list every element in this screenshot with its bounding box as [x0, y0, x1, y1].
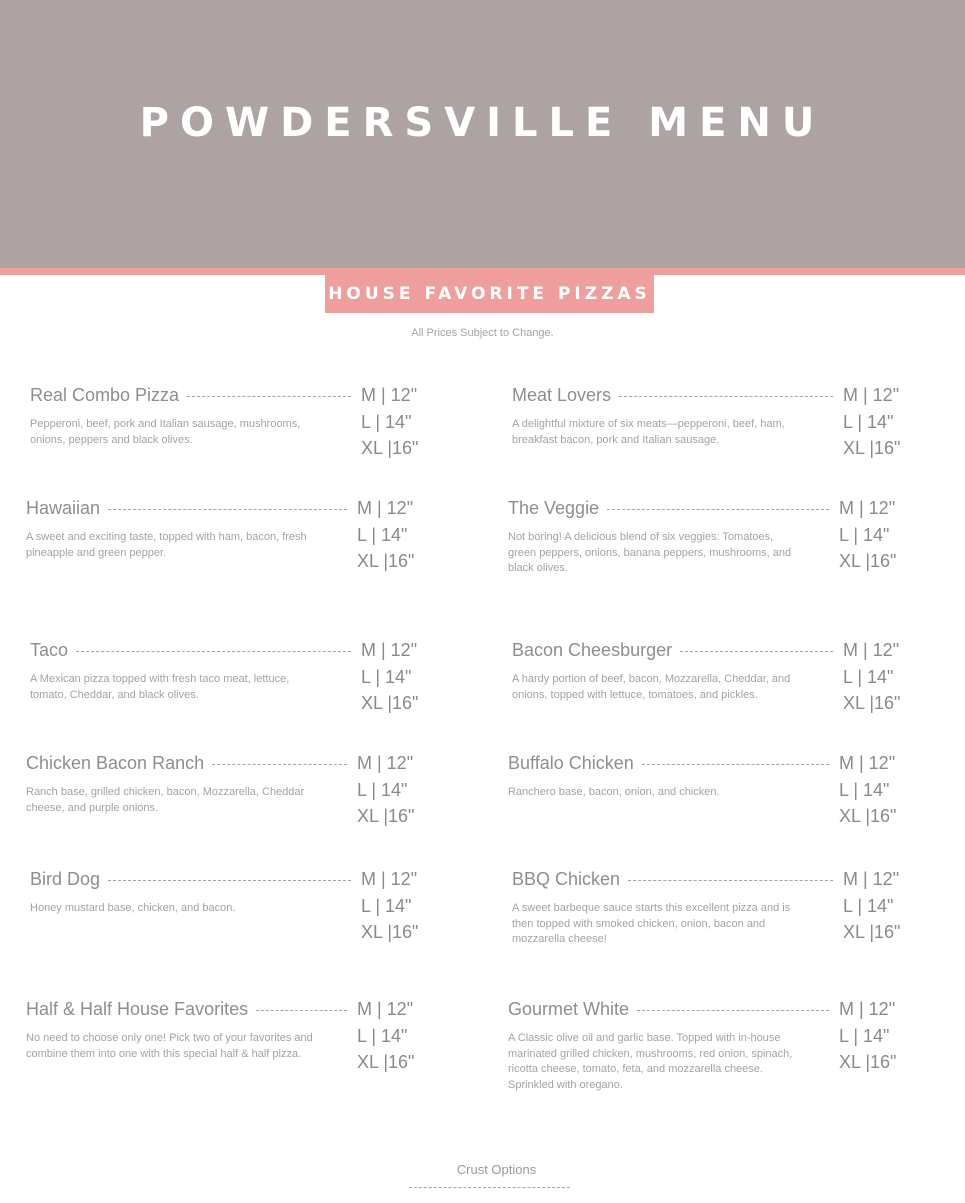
size-medium: M | 12"	[843, 640, 900, 660]
menu-item-name: The Veggie	[508, 497, 600, 518]
dotted-leader	[76, 651, 351, 652]
menu-item-name: Real Combo Pizza	[30, 384, 180, 405]
crust-options-heading: Crust Options	[456, 1162, 537, 1177]
menu-item-name: Taco	[30, 639, 69, 660]
size-list	[357, 496, 414, 576]
size-medium: M | 12"	[843, 869, 900, 889]
size-list	[839, 496, 896, 576]
size-list	[357, 751, 414, 831]
menu-item	[512, 638, 912, 738]
menu-item-header	[512, 638, 833, 662]
menu-item-name: Gourmet White	[508, 998, 630, 1019]
menu-item-name: BBQ Chicken	[512, 868, 621, 889]
menu-item	[508, 496, 908, 596]
size-list	[357, 997, 414, 1077]
menu-item-description: A delightful mixture of six meats—pepperoni, beef, ham, breakfast bacon, pork and Italian sausage.	[512, 418, 785, 446]
crust-divider	[409, 1187, 570, 1188]
size-xlarge: XL |16"	[361, 922, 419, 942]
menu-item-header	[26, 997, 347, 1021]
menu-item-header	[30, 383, 351, 407]
size-list	[361, 383, 418, 463]
dotted-leader	[637, 1010, 829, 1011]
menu-item-description: Ranch base, grilled chicken, bacon, Mozzarella, Cheddar cheese, and purple onions.	[26, 786, 305, 814]
menu-item-name: Meat Lovers	[512, 384, 612, 405]
size-xlarge: XL |16"	[839, 806, 897, 826]
size-large: L | 14"	[361, 895, 412, 916]
size-list	[843, 638, 900, 718]
size-large: L | 14"	[839, 779, 890, 800]
menu-item	[26, 496, 426, 596]
size-medium: M | 12"	[843, 385, 900, 405]
menu-item-description: Ranchero base, bacon, onion, and chicken.	[508, 786, 720, 798]
size-xlarge: XL |16"	[361, 438, 419, 458]
size-list	[843, 867, 900, 947]
section-badge: HOUSE FAVORITE PIZZAS	[325, 273, 654, 313]
menu-item-header	[512, 867, 833, 891]
size-medium: M | 12"	[361, 640, 418, 660]
menu-item-name: Bacon Cheesburger	[512, 639, 673, 660]
price-note: All Prices Subject to Change.	[411, 327, 554, 339]
size-large: L | 14"	[357, 524, 408, 545]
menu-item	[26, 751, 426, 851]
menu-item	[30, 383, 430, 483]
size-xlarge: XL |16"	[357, 1052, 415, 1072]
dotted-leader	[256, 1010, 347, 1011]
size-list	[361, 638, 418, 718]
size-large: L | 14"	[843, 411, 894, 432]
menu-item	[508, 997, 908, 1097]
size-large: L | 14"	[839, 1025, 890, 1046]
size-xlarge: XL |16"	[839, 1052, 897, 1072]
menu-item-description: Not boring! A delicious blend of six veggies: Tomatoes, green peppers, onions, banana peppers, mushrooms, and black olives.	[508, 531, 792, 574]
menu-item-header	[26, 496, 347, 520]
size-xlarge: XL |16"	[357, 551, 415, 571]
hero-banner	[0, 0, 965, 268]
size-list	[839, 751, 896, 831]
menu-item-header	[508, 496, 829, 520]
menu-item-name: Buffalo Chicken	[508, 752, 634, 773]
size-medium: M | 12"	[839, 498, 896, 518]
size-large: L | 14"	[361, 666, 412, 687]
menu-item	[30, 638, 430, 738]
menu-item	[26, 997, 426, 1097]
size-xlarge: XL |16"	[843, 438, 901, 458]
menu-item-description: Pepperoni, beef, pork and Italian sausage, mushrooms, onions, peppers and black olives.	[30, 418, 301, 446]
size-medium: M | 12"	[361, 385, 418, 405]
size-medium: M | 12"	[839, 999, 896, 1019]
size-list	[839, 997, 896, 1077]
dotted-leader	[642, 764, 829, 765]
size-large: L | 14"	[843, 666, 894, 687]
menu-item-description: A Mexican pizza topped with fresh taco meat, lettuce, tomato, Cheddar, and black olives.	[30, 673, 290, 701]
size-large: L | 14"	[843, 895, 894, 916]
size-large: L | 14"	[357, 779, 408, 800]
menu-item	[508, 751, 908, 851]
dotted-leader	[607, 509, 829, 510]
dotted-leader	[108, 509, 347, 510]
dotted-leader	[680, 651, 833, 652]
menu-item-header	[508, 751, 829, 775]
size-large: L | 14"	[839, 524, 890, 545]
size-medium: M | 12"	[357, 753, 414, 773]
size-xlarge: XL |16"	[361, 693, 419, 713]
menu-item-description: A sweet and exciting taste, topped with ham, bacon, fresh pineapple and green pepper.	[26, 531, 307, 559]
size-large: L | 14"	[361, 411, 412, 432]
dotted-leader	[187, 396, 351, 397]
menu-item-name: Bird Dog	[30, 868, 101, 889]
menu-item	[512, 867, 912, 967]
dotted-leader	[212, 764, 347, 765]
menu-item-name: Hawaiian	[26, 497, 101, 518]
size-medium: M | 12"	[361, 869, 418, 889]
menu-item-description: A sweet barbeque sauce starts this excellent pizza and is then topped with smoked chicken, onion, bacon and mozzarella cheese!	[512, 902, 791, 945]
menu-item-header	[508, 997, 829, 1021]
dotted-leader	[628, 880, 833, 881]
menu-item-description: A hardy portion of beef, bacon, Mozzarella, Cheddar, and onions, topped with lettuce, tomatoes, and pickles.	[512, 673, 791, 701]
size-medium: M | 12"	[357, 999, 414, 1019]
size-xlarge: XL |16"	[843, 922, 901, 942]
size-medium: M | 12"	[839, 753, 896, 773]
menu-item-header	[26, 751, 347, 775]
size-list	[843, 383, 900, 463]
page-title: POWDERSVILLE MENU	[139, 100, 826, 146]
menu-item-name: Chicken Bacon Ranch	[26, 752, 205, 773]
size-xlarge: XL |16"	[839, 551, 897, 571]
menu-item-name: Half & Half House Favorites	[26, 998, 249, 1019]
size-xlarge: XL |16"	[843, 693, 901, 713]
dotted-leader	[108, 880, 351, 881]
dotted-leader	[619, 396, 833, 397]
menu-item-header	[30, 638, 351, 662]
menu-item-description: No need to choose only one! Pick two of your favorites and combine them into one with this special half & half pizza.	[26, 1032, 313, 1060]
menu-item-header	[30, 867, 351, 891]
size-xlarge: XL |16"	[357, 806, 415, 826]
menu-item	[30, 867, 430, 967]
size-large: L | 14"	[357, 1025, 408, 1046]
size-medium: M | 12"	[357, 498, 414, 518]
menu-item	[512, 383, 912, 483]
menu-item-description: Honey mustard base, chicken, and bacon.	[30, 902, 236, 914]
menu-item-header	[512, 383, 833, 407]
size-list	[361, 867, 418, 947]
menu-item-description: A Classic olive oil and garlic base. Topped with in-house marinated grilled chicken, mushrooms, red onion, spinach, ricotta cheese, tomato, feta, and mozzarella cheese. Sprinkled with oregano.	[508, 1032, 793, 1091]
